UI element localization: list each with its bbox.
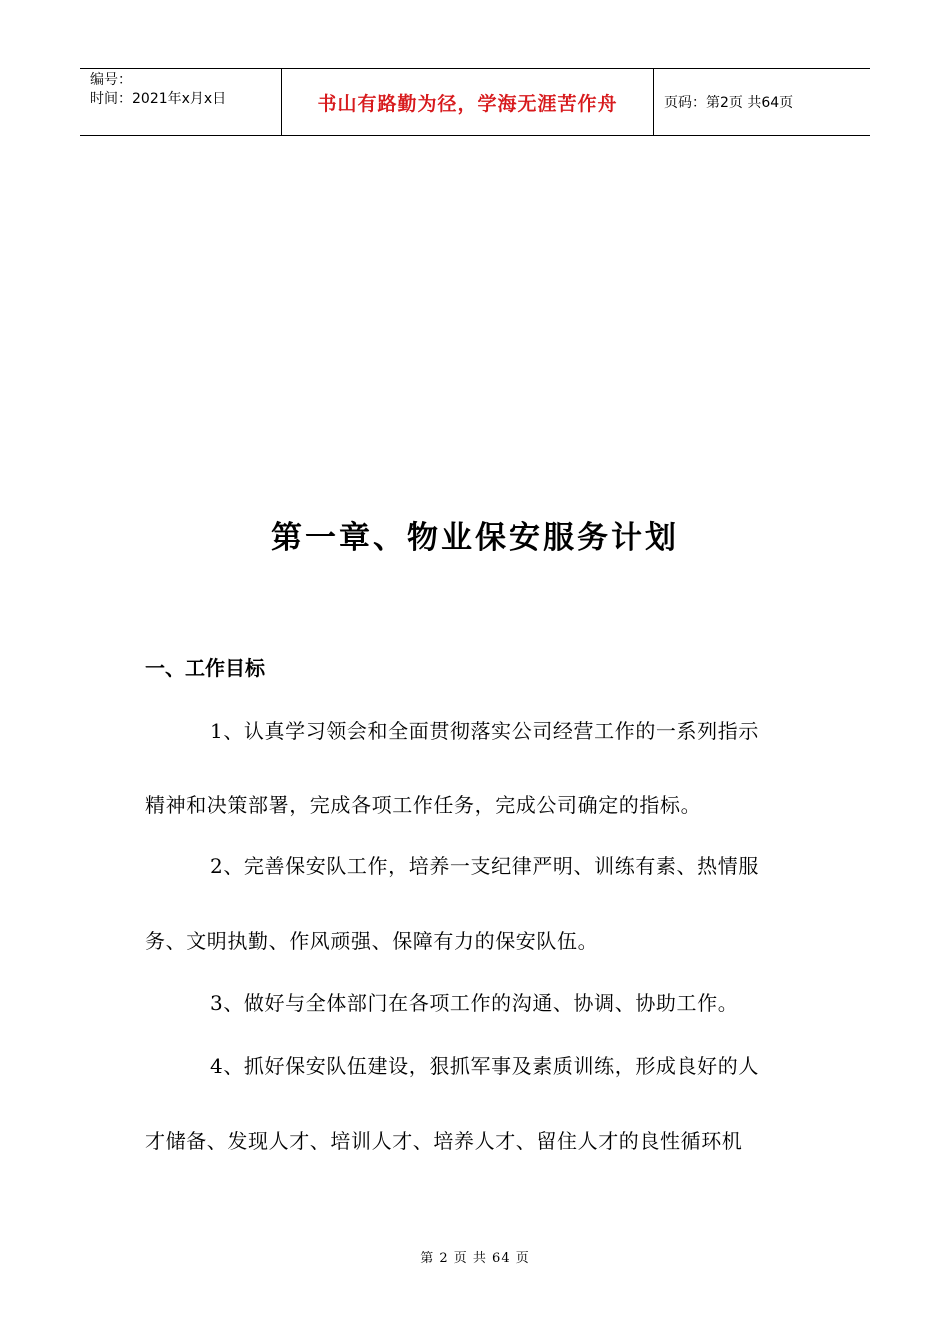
section-heading: 一、工作目标: [145, 656, 265, 680]
document-time-label: 时间：2021年x月x日: [90, 91, 227, 107]
paragraph-line: 才储备、发现人才、培训人才、培养人才、留住人才的良性循环机: [145, 1129, 743, 1153]
page-footer: 第 2 页 共 64 页: [420, 1251, 530, 1266]
document-number-label: 编号：: [90, 72, 132, 88]
paragraph-line: 务、文明执勤、作风顽强、保障有力的保安队伍。: [145, 929, 599, 953]
chapter-title: 第一章、物业保安服务计划: [271, 520, 679, 556]
paragraph-line: 4、抓好保安队伍建设，狠抓军事及素质训练，形成良好的人: [210, 1054, 759, 1078]
paragraph-line: 2、完善保安队工作，培养一支纪律严明、训练有素、热情服: [210, 854, 759, 878]
header-page-number: 页码：第2页 共64页: [664, 95, 794, 111]
header-motto-cell: [281, 69, 654, 135]
header-page-cell: [654, 69, 870, 135]
document-header: [80, 68, 870, 136]
paragraph-line: 3、做好与全体部门在各项工作的沟通、协调、协助工作。: [210, 991, 739, 1015]
paragraph-line: 精神和决策部署，完成各项工作任务，完成公司确定的指标。: [145, 793, 702, 817]
header-meta-cell: [80, 69, 281, 135]
paragraph-line: 1、认真学习领会和全面贯彻落实公司经营工作的一系列指示: [210, 719, 759, 743]
header-motto: 书山有路勤为径，学海无涯苦作舟: [317, 92, 618, 115]
